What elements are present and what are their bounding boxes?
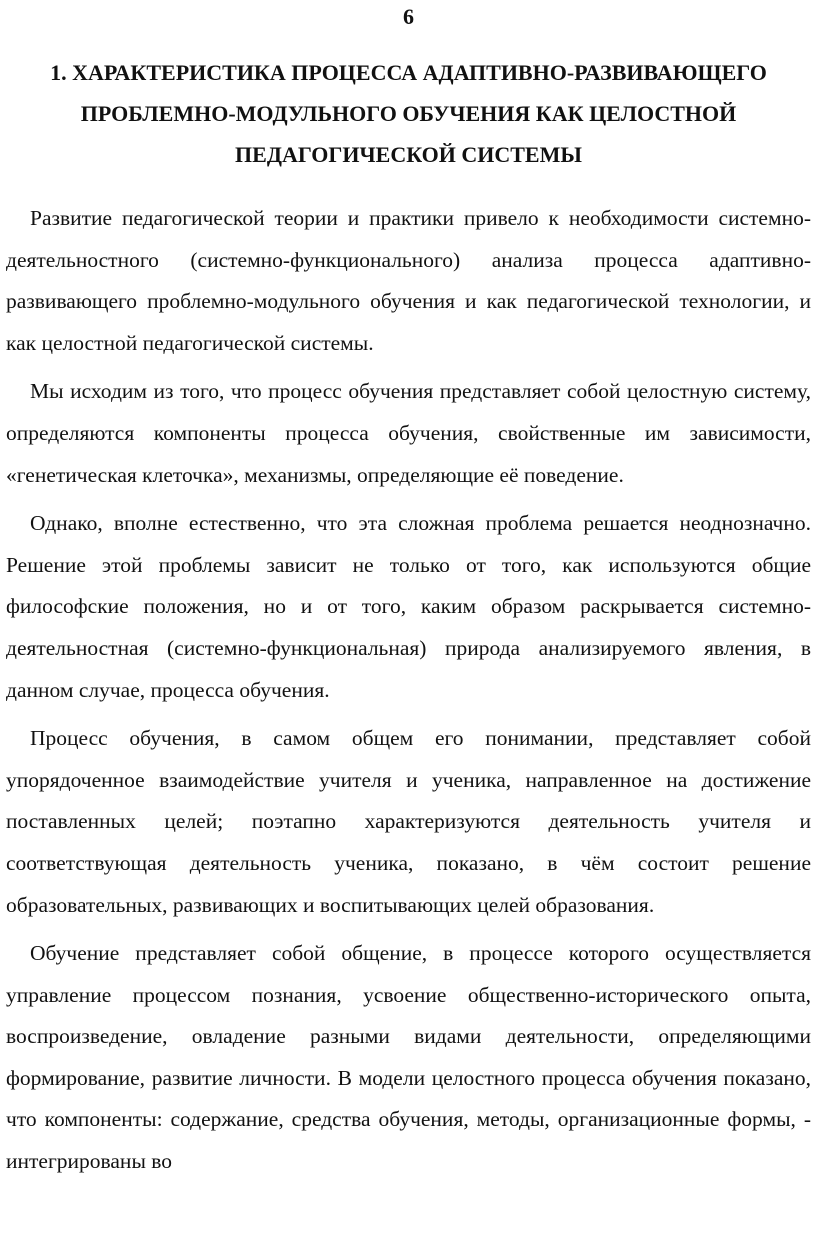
chapter-title-line: 1. ХАРАКТЕРИСТИКА ПРОЦЕССА АДАПТИВНО-РАЗВИВАЮЩЕГО	[50, 60, 767, 85]
paragraph: Развитие педагогической теории и практики привело к необходимости системно-деятельностного (системно-функционального) анализа процесса адаптивно-развивающего проблемно-модульного обучения и как педагогической технологии, и как целостной педагогической системы.	[6, 206, 811, 355]
paragraph: Процесс обучения, в самом общем его понимании, представляет собой упорядоченное взаимодействие учителя и ученика, направленное на достижение поставленных целей; поэтапно характеризуются деятельность учителя и соответствующая деятельность ученика, показано, в чём состоит решение образовательных, развивающих и воспитывающих целей образования.	[6, 726, 811, 917]
page-number: 6	[403, 4, 414, 29]
chapter-title-line: ПЕДАГОГИЧЕСКОЙ СИСТЕМЫ	[235, 142, 582, 167]
paragraph: Однако, вполне естественно, что эта сложная проблема решается неоднозначно. Решение этой проблемы зависит не только от того, как используются общие философские положения, но и от того, каким образом раскрывается системно-деятельностная (системно-функциональная) природа анализируемого явления, в данном случае, процесса обучения.	[6, 511, 811, 702]
paragraph: Мы исходим из того, что процесс обучения представляет собой целостную систему, определяются компоненты процесса обучения, свойственные им зависимости, «генетическая клеточка», механизмы, определяющие её поведение.	[6, 379, 811, 487]
chapter-title-line: ПРОБЛЕМНО-МОДУЛЬНОГО ОБУЧЕНИЯ КАК ЦЕЛОСТНОЙ	[80, 101, 737, 126]
chapter-title	[6, 52, 811, 175]
paragraph: Обучение представляет собой общение, в процессе которого осуществляется управление процессом познания, усвоение общественно-исторического опыта, воспроизведение, овладение разными видами деятельности, определяющими формирование, развитие личности. В модели целостного процесса обучения показано, что компоненты: содержание, средства обучения, методы, организационные формы, - интегрированы во	[6, 941, 811, 1174]
